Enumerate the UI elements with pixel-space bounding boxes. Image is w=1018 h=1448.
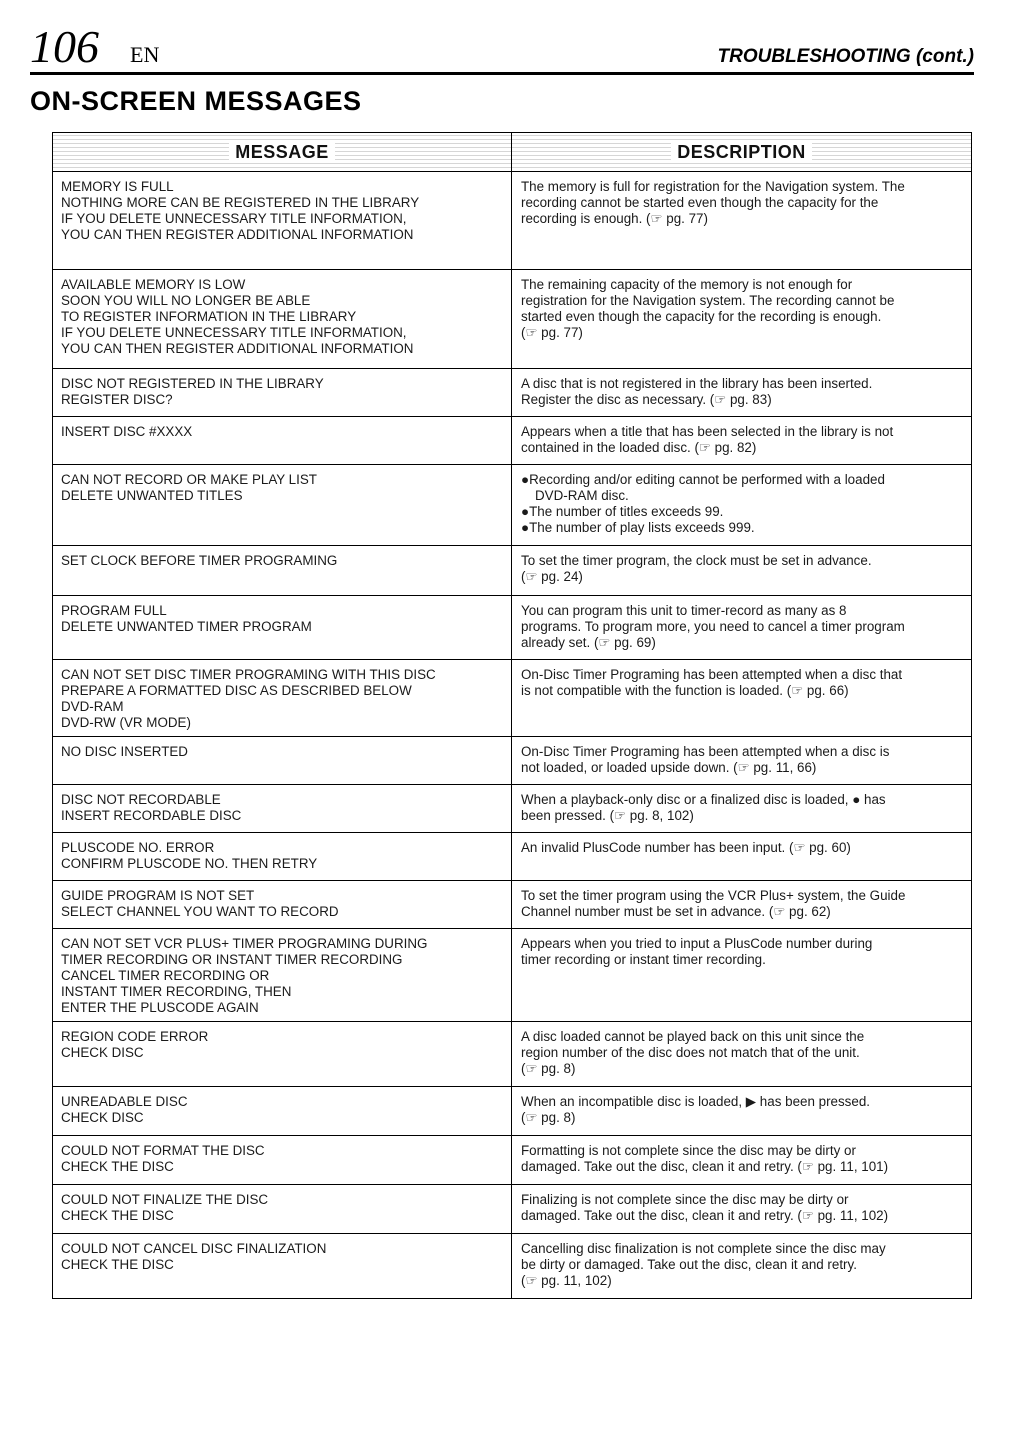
table-row [53,833,971,881]
table-row [53,1087,971,1136]
description-line: be dirty or damaged. Take out the disc, clean it and retry. [521,1257,857,1272]
table-row [53,785,971,833]
message-cell [53,1022,512,1086]
running-head: TROUBLESHOOTING (cont.) [717,46,974,67]
table-row [53,660,971,737]
table-row [53,465,971,546]
description-cell [512,1022,971,1086]
description-cell [512,881,971,928]
bullet-line [521,520,963,536]
description-line: Appears when you tried to input a PlusCode number during [521,936,873,951]
description-line: registration for the Navigation system. The recording cannot be [521,293,895,308]
description-line: damaged. Take out the disc, clean it and retry. (☞ pg. 11, 102) [521,1208,889,1223]
table-row [53,596,971,660]
table-row [53,1234,971,1298]
message-line: ENTER THE PLUSCODE AGAIN [61,1000,259,1015]
table-row [53,270,971,369]
description-cell [512,1136,971,1184]
message-line: PROGRAM FULL [61,603,167,618]
messages-table [52,132,972,1299]
table-row [53,369,971,417]
section-title: ON-SCREEN MESSAGES [30,86,362,116]
description-line: On-Disc Timer Programing has been attempted when a disc that [521,667,903,682]
message-line: INSERT DISC #XXXX [61,424,193,439]
table-body [53,172,971,1298]
message-line: TIMER RECORDING OR INSTANT TIMER RECORDING [61,952,403,967]
message-line: DISC NOT REGISTERED IN THE LIBRARY [61,376,324,391]
message-line: COULD NOT CANCEL DISC FINALIZATION [61,1241,327,1256]
message-line: DVD-RAM [61,699,124,714]
description-cell [512,596,971,659]
message-line: IF YOU DELETE UNNECESSARY TITLE INFORMATION, [61,325,407,340]
table-row [53,417,971,465]
message-cell [53,369,512,416]
description-line: Channel number must be set in advance. (☞ pg. 62) [521,904,831,919]
table-row [53,1136,971,1185]
bullet-icon: ● [521,504,530,519]
message-line: CHECK DISC [61,1045,144,1060]
table-row [53,737,971,785]
description-line: The remaining capacity of the memory is not enough for [521,277,853,292]
message-cell [53,1087,512,1135]
description-line: When a playback-only disc or a finalized disc is loaded, ● has [521,792,886,807]
description-line: recording cannot be started even though the capacity for the [521,195,879,210]
message-line: CHECK THE DISC [61,1257,174,1272]
description-cell [512,833,971,880]
description-cell [512,1087,971,1135]
message-line: YOU CAN THEN REGISTER ADDITIONAL INFORMATION [61,341,414,356]
message-line: CHECK THE DISC [61,1208,174,1223]
message-line: NOTHING MORE CAN BE REGISTERED IN THE LIBRARY [61,195,420,210]
table-row [53,172,971,270]
message-cell [53,417,512,464]
description-cell [512,369,971,416]
message-line: COULD NOT FINALIZE THE DISC [61,1192,269,1207]
description-line: (☞ pg. 77) [521,325,583,340]
message-cell [53,1234,512,1298]
table-row [53,1022,971,1087]
description-line: You can program this unit to timer-record as many as 8 [521,603,847,618]
bullet-icon: ● [521,472,530,487]
description-cell [512,737,971,784]
message-line: TO REGISTER INFORMATION IN THE LIBRARY [61,309,357,324]
message-cell [53,546,512,595]
description-line: To set the timer program using the VCR Plus+ system, the Guide [521,888,906,903]
header-rule [30,72,974,75]
bullet-icon: ● [521,520,530,535]
description-line: A disc loaded cannot be played back on this unit since the [521,1029,865,1044]
message-line: SET CLOCK BEFORE TIMER PROGRAMING [61,553,338,568]
description-line: programs. To program more, you need to cancel a timer program [521,619,905,634]
description-line: An invalid PlusCode number has been input. (☞ pg. 60) [521,840,851,855]
message-line: CAN NOT SET DISC TIMER PROGRAMING WITH THIS DISC [61,667,436,682]
description-line: been pressed. (☞ pg. 8, 102) [521,808,694,823]
description-cell [512,417,971,464]
message-cell [53,596,512,659]
message-cell [53,881,512,928]
description-line: (☞ pg. 24) [521,569,583,584]
message-line: PREPARE A FORMATTED DISC AS DESCRIBED BELOW [61,683,412,698]
description-line: recording is enough. (☞ pg. 77) [521,211,708,226]
page-header [30,22,974,72]
description-line: (☞ pg. 8) [521,1110,576,1125]
message-line: CONFIRM PLUSCODE NO. THEN RETRY [61,856,318,871]
message-line: INSTANT TIMER RECORDING, THEN [61,984,292,999]
message-cell [53,1136,512,1184]
message-line: DELETE UNWANTED TIMER PROGRAM [61,619,312,634]
description-cell [512,785,971,832]
description-line: damaged. Take out the disc, clean it and retry. (☞ pg. 11, 101) [521,1159,889,1174]
description-line: Formatting is not complete since the disc may be dirty or [521,1143,856,1158]
message-line: DISC NOT RECORDABLE [61,792,221,807]
table-row [53,1185,971,1234]
message-cell [53,660,512,736]
message-cell [53,270,512,368]
description-cell [512,465,971,545]
description-line: contained in the loaded disc. (☞ pg. 82) [521,440,757,455]
message-line: NO DISC INSERTED [61,744,188,759]
description-line: already set. (☞ pg. 69) [521,635,656,650]
description-line: is not compatible with the function is loaded. (☞ pg. 66) [521,683,849,698]
message-cell [53,172,512,269]
message-line: INSERT RECORDABLE DISC [61,808,242,823]
bullet-line [521,472,963,488]
message-line: CAN NOT RECORD OR MAKE PLAY LIST [61,472,317,487]
description-column-header [512,133,971,171]
description-cell [512,929,971,1021]
message-line: CHECK THE DISC [61,1159,174,1174]
description-line: Appears when a title that has been selected in the library is not [521,424,894,439]
description-cell [512,546,971,595]
description-line: Finalizing is not complete since the disc may be dirty or [521,1192,849,1207]
bullet-line [521,504,963,520]
message-line: REGION CODE ERROR [61,1029,209,1044]
message-cell [53,785,512,832]
table-row [53,881,971,929]
table-row [53,929,971,1022]
message-cell [53,465,512,545]
message-cell [53,737,512,784]
message-header-label: MESSAGE [229,142,335,163]
message-line: PLUSCODE NO. ERROR [61,840,215,855]
message-line: COULD NOT FORMAT THE DISC [61,1143,265,1158]
message-cell [53,833,512,880]
description-cell [512,172,971,269]
message-line: UNREADABLE DISC [61,1094,188,1109]
description-line: (☞ pg. 8) [521,1061,576,1076]
bullet-text: DVD-RAM disc. [535,488,629,503]
description-line: Register the disc as necessary. (☞ pg. 83) [521,392,772,407]
message-line: REGISTER DISC? [61,392,173,407]
description-line: not loaded, or loaded upside down. (☞ pg. 11, 66) [521,760,817,775]
description-line: Cancelling disc finalization is not complete since the disc may [521,1241,886,1256]
message-cell [53,1185,512,1233]
description-line: A disc that is not registered in the library has been inserted. [521,376,873,391]
bullet-text: Recording and/or editing cannot be performed with a loaded [529,472,885,487]
message-line: AVAILABLE MEMORY IS LOW [61,277,246,292]
message-line: DELETE UNWANTED TITLES [61,488,243,503]
description-line: On-Disc Timer Programing has been attempted when a disc is [521,744,890,759]
message-line: CANCEL TIMER RECORDING OR [61,968,270,983]
message-line: SELECT CHANNEL YOU WANT TO RECORD [61,904,339,919]
bullet-line [521,488,963,504]
description-cell [512,1234,971,1298]
message-line: CAN NOT SET VCR PLUS+ TIMER PROGRAMING DURING [61,936,428,951]
table-header [53,133,971,172]
message-line: GUIDE PROGRAM IS NOT SET [61,888,255,903]
message-line: DVD-RW (VR MODE) [61,715,191,730]
message-line: YOU CAN THEN REGISTER ADDITIONAL INFORMATION [61,227,414,242]
bullet-text: The number of titles exceeds 99. [529,504,724,519]
message-column-header [53,133,512,171]
description-line: started even though the capacity for the recording is enough. [521,309,882,324]
description-line: region number of the disc does not match that of the unit. [521,1045,860,1060]
description-line: The memory is full for registration for the Navigation system. The [521,179,905,194]
description-cell [512,1185,971,1233]
page-number: 106 [30,21,99,72]
message-line: IF YOU DELETE UNNECESSARY TITLE INFORMATION, [61,211,407,226]
bullet-text: The number of play lists exceeds 999. [529,520,755,535]
description-cell [512,270,971,368]
message-line: SOON YOU WILL NO LONGER BE ABLE [61,293,311,308]
table-row [53,546,971,596]
description-header-label: DESCRIPTION [671,142,812,163]
description-line: timer recording or instant timer recording. [521,952,766,967]
description-line: When an incompatible disc is loaded, ▶ has been pressed. [521,1094,870,1109]
description-cell [512,660,971,736]
message-cell [53,929,512,1021]
description-line: To set the timer program, the clock must be set in advance. [521,553,872,568]
description-line: (☞ pg. 11, 102) [521,1273,612,1288]
message-line: MEMORY IS FULL [61,179,174,194]
message-line: CHECK DISC [61,1110,144,1125]
page-language: EN [130,42,160,67]
